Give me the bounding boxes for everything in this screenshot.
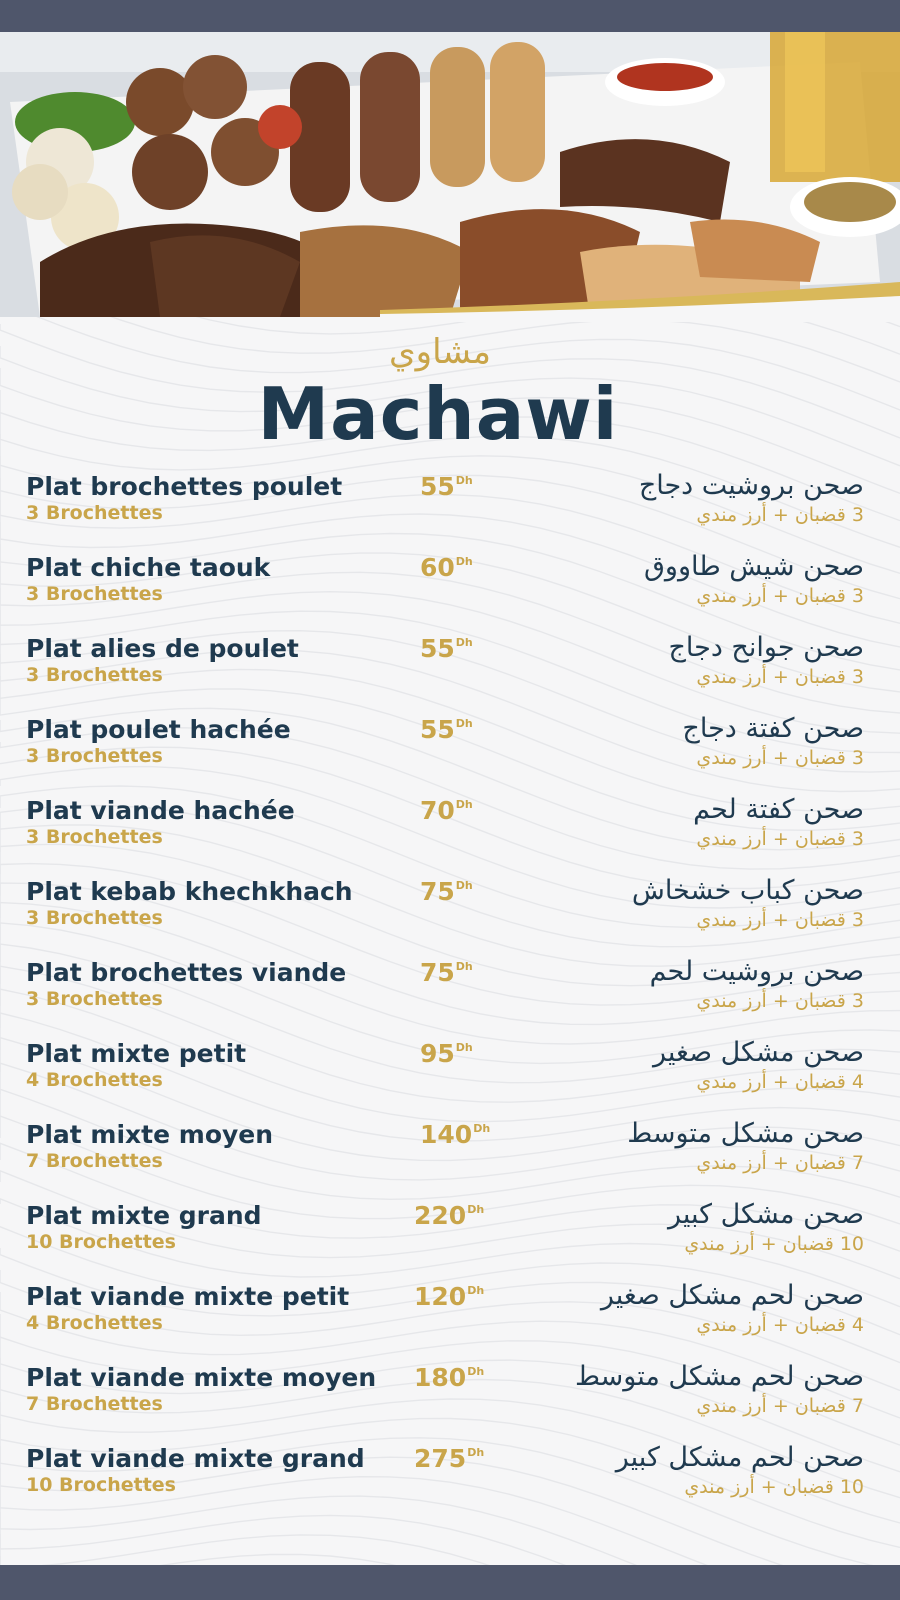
item-name-arabic: صحن لحم مشكل كبير: [615, 1442, 864, 1473]
item-price: [420, 553, 473, 582]
item-quantity: 4 Brochettes: [26, 1069, 163, 1091]
grill-platter-photo: [0, 32, 900, 317]
item-name-arabic: صحن لحم مشكل متوسط: [575, 1361, 864, 1392]
price-value: 140: [420, 1120, 473, 1149]
item-quantity-arabic: 3 قضبان + أرز مندي: [696, 585, 864, 607]
item-quantity: 7 Brochettes: [26, 1150, 163, 1172]
menu-item: [0, 796, 900, 877]
item-price: [420, 877, 473, 906]
item-quantity: 3 Brochettes: [26, 745, 163, 767]
item-name-arabic: صحن كفتة دجاج: [682, 713, 864, 744]
item-price: [420, 634, 473, 663]
item-name: Plat viande hachée: [26, 796, 295, 825]
menu-item: [0, 472, 900, 553]
item-quantity: 3 Brochettes: [26, 988, 163, 1010]
item-name-arabic: صحن مشكل كبير: [667, 1199, 864, 1230]
currency-label: Dh: [455, 1041, 473, 1054]
item-quantity-arabic: 3 قضبان + أرز مندي: [696, 828, 864, 850]
item-quantity-arabic: 3 قضبان + أرز مندي: [696, 747, 864, 769]
menu-item: [0, 1282, 900, 1363]
price-value: 180: [414, 1363, 467, 1392]
item-price: [414, 1444, 484, 1473]
price-value: 220: [414, 1201, 467, 1230]
item-name: Plat viande mixte moyen: [26, 1363, 377, 1392]
item-price: [414, 1201, 484, 1230]
item-name-arabic: صحن بروشيت دجاج: [638, 470, 864, 501]
item-name-arabic: صحن مشكل متوسط: [627, 1118, 864, 1149]
item-name: Plat alies de poulet: [26, 634, 299, 663]
item-quantity-arabic: 4 قضبان + أرز مندي: [696, 1314, 864, 1336]
item-quantity-arabic: 4 قضبان + أرز مندي: [696, 1071, 864, 1093]
price-value: 55: [420, 634, 455, 663]
item-name: Plat chiche taouk: [26, 553, 271, 582]
item-price: [420, 715, 473, 744]
item-quantity: 3 Brochettes: [26, 907, 163, 929]
price-value: 95: [420, 1039, 455, 1068]
item-name-arabic: صحن كفتة لحم: [693, 794, 864, 825]
currency-label: Dh: [467, 1365, 485, 1378]
menu-item: [0, 1120, 900, 1201]
price-value: 70: [420, 796, 455, 825]
price-value: 55: [420, 715, 455, 744]
item-quantity-arabic: 3 قضبان + أرز مندي: [696, 990, 864, 1012]
bottom-frame-bar: [0, 1565, 900, 1600]
item-name-arabic: صحن شيش طاووق: [643, 551, 864, 582]
price-value: 60: [420, 553, 455, 582]
currency-label: Dh: [467, 1203, 485, 1216]
item-name-arabic: صحن لحم مشكل صغير: [600, 1280, 864, 1311]
price-value: 55: [420, 472, 455, 501]
item-quantity-arabic: 3 قضبان + أرز مندي: [696, 909, 864, 931]
item-name: Plat brochettes viande: [26, 958, 347, 987]
item-name: Plat brochettes poulet: [26, 472, 343, 501]
item-price: [414, 1363, 484, 1392]
item-price: [420, 1039, 473, 1068]
item-quantity: 7 Brochettes: [26, 1393, 163, 1415]
item-name-arabic: صحن مشكل صغير: [653, 1037, 864, 1068]
menu-item: [0, 715, 900, 796]
item-name-arabic: صحن كباب خشخاش: [631, 875, 864, 906]
menu-item: [0, 553, 900, 634]
currency-label: Dh: [455, 717, 473, 730]
gold-swoosh-decoration: [380, 282, 900, 322]
item-name-arabic: صحن بروشيت لحم: [649, 956, 864, 987]
item-name: Plat mixte grand: [26, 1201, 262, 1230]
item-quantity: 10 Brochettes: [26, 1231, 176, 1253]
item-name: Plat kebab khechkhach: [26, 877, 353, 906]
currency-label: Dh: [473, 1122, 491, 1135]
menu-item: [0, 1039, 900, 1120]
currency-label: Dh: [467, 1446, 485, 1459]
item-quantity: 3 Brochettes: [26, 826, 163, 848]
currency-label: Dh: [455, 636, 473, 649]
item-price: [420, 472, 473, 501]
item-quantity-arabic: 10 قضبان + أرز مندي: [684, 1233, 864, 1255]
currency-label: Dh: [455, 555, 473, 568]
price-value: 120: [414, 1282, 467, 1311]
section-title: Machawi: [257, 372, 619, 456]
menu-item: [0, 1201, 900, 1282]
menu-page: [0, 32, 900, 1565]
item-name: Plat mixte petit: [26, 1039, 247, 1068]
item-quantity: 3 Brochettes: [26, 583, 163, 605]
currency-label: Dh: [467, 1284, 485, 1297]
menu-list: [0, 472, 900, 1525]
currency-label: Dh: [455, 798, 473, 811]
currency-label: Dh: [455, 474, 473, 487]
item-quantity: 10 Brochettes: [26, 1474, 176, 1496]
section-title-arabic: مشاوي: [389, 332, 491, 372]
currency-label: Dh: [455, 960, 473, 973]
item-name-arabic: صحن جوانح دجاج: [668, 632, 864, 663]
item-quantity-arabic: 3 قضبان + أرز مندي: [696, 504, 864, 526]
item-quantity-arabic: 10 قضبان + أرز مندي: [684, 1476, 864, 1498]
item-quantity-arabic: 7 قضبان + أرز مندي: [696, 1152, 864, 1174]
menu-item: [0, 1444, 900, 1525]
item-quantity: 4 Brochettes: [26, 1312, 163, 1334]
item-name: Plat mixte moyen: [26, 1120, 274, 1149]
menu-item: [0, 877, 900, 958]
item-name: Plat poulet hachée: [26, 715, 291, 744]
item-name: Plat viande mixte petit: [26, 1282, 350, 1311]
item-price: [420, 796, 473, 825]
item-quantity-arabic: 3 قضبان + أرز مندي: [696, 666, 864, 688]
price-value: 75: [420, 877, 455, 906]
item-price: [414, 1282, 484, 1311]
item-name: Plat viande mixte grand: [26, 1444, 365, 1473]
item-price: [420, 958, 473, 987]
price-value: 75: [420, 958, 455, 987]
menu-item: [0, 958, 900, 1039]
item-quantity: 3 Brochettes: [26, 502, 163, 524]
price-value: 275: [414, 1444, 467, 1473]
currency-label: Dh: [455, 879, 473, 892]
item-quantity-arabic: 7 قضبان + أرز مندي: [696, 1395, 864, 1417]
item-quantity: 3 Brochettes: [26, 664, 163, 686]
top-frame-bar: [0, 0, 900, 32]
menu-item: [0, 1363, 900, 1444]
item-price: [420, 1120, 490, 1149]
menu-item: [0, 634, 900, 715]
